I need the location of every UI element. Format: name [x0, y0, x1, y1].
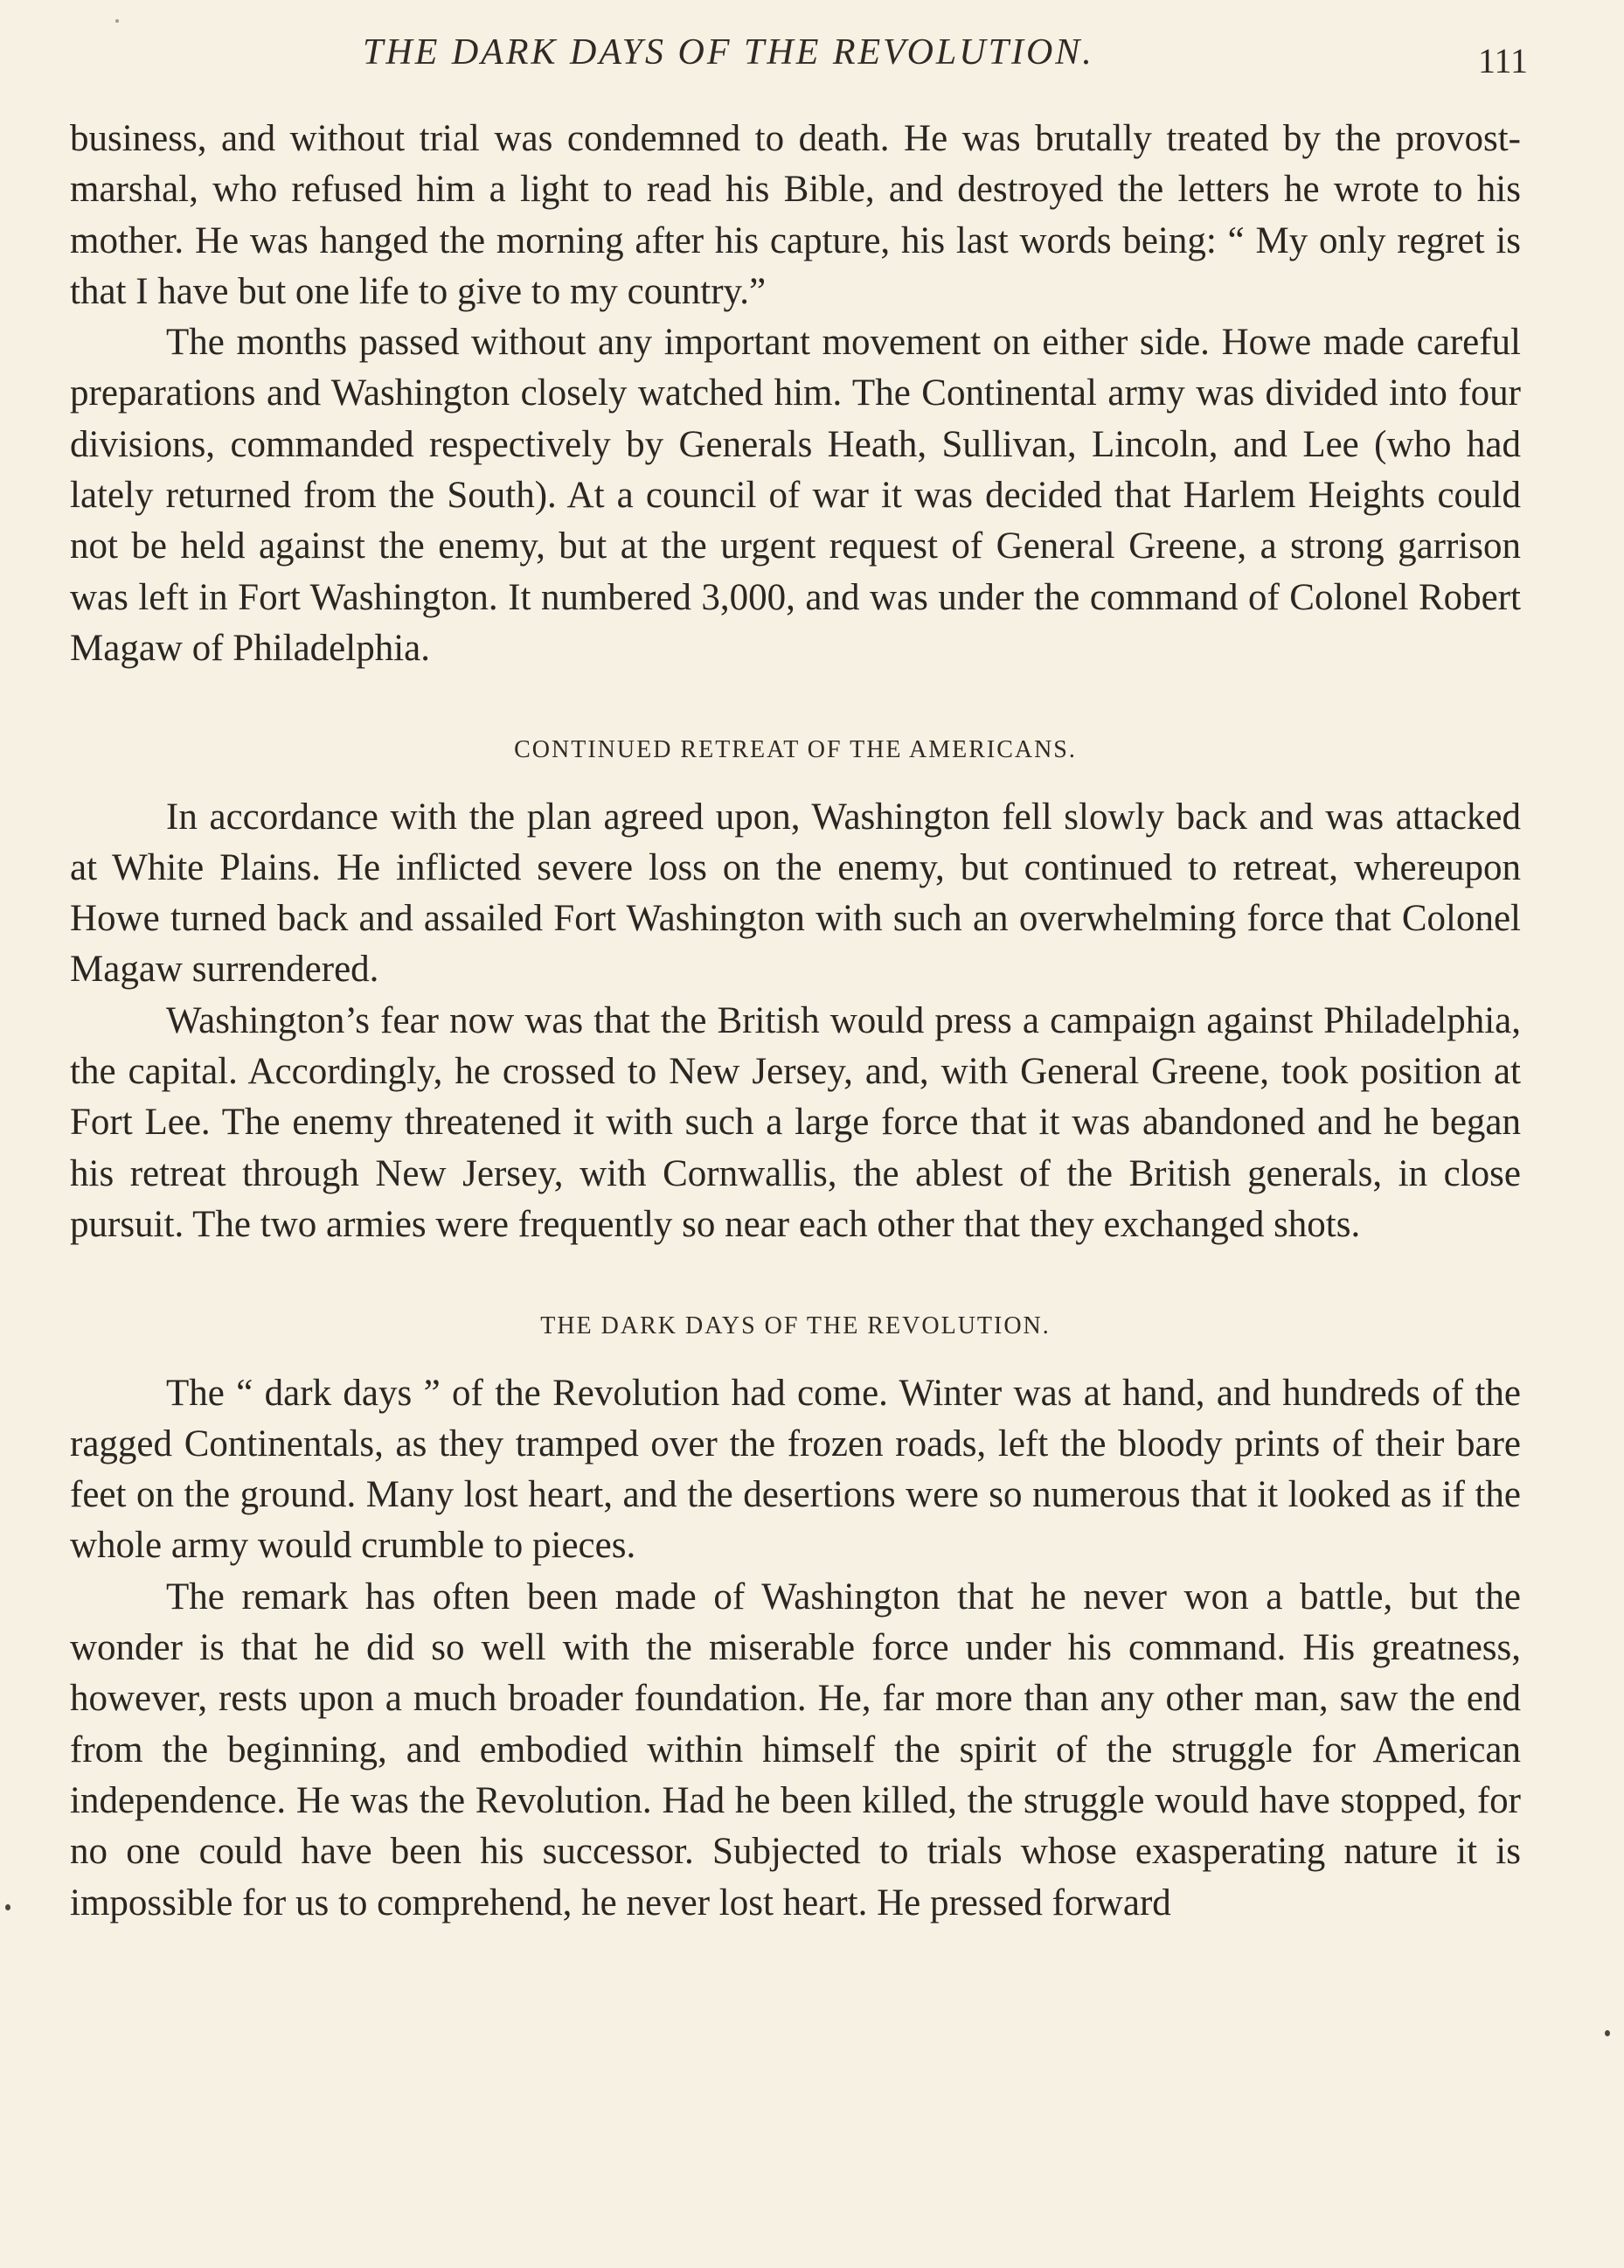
paper-speck: [5, 1904, 10, 1910]
paragraph: The “ dark days ” of the Revolution had come. Winter was at hand, and hundreds of the ragged Continentals, as they tramped over the frozen roads, left the bloody prints of their bare feet on the ground. Many lost heart, and the desertions were so numerous that it looked as if the whole army would crumble to pieces.: [70, 1372, 1521, 1567]
section-heading: CONTINUED RETREAT OF THE AMERICANS.: [514, 736, 1077, 764]
running-head: [70, 0, 1528, 114]
section-heading: THE DARK DAYS OF THE REVOLUTION.: [540, 1312, 1051, 1340]
paragraph: business, and without trial was condemned to death. He was brutally treated by the provost-marshal, who refused him a light to read his Bible, and destroyed the letters he wrote to his mother. He was hanged the morning after his capture, his last words being: “ My only regret is that I have but one life to give to my country.”: [70, 118, 1521, 312]
paper-speck: [115, 19, 119, 23]
paragraph: In accordance with the plan agreed upon, Washington fell slowly back and was attacked at White Plains. He inflicted severe loss on the enemy, but continued to retreat, whereupon Howe turned back and assailed Fort Washington with such an overwhelming force that Colonel Magaw surrendered.: [70, 796, 1521, 991]
body-text: [70, 114, 1521, 1929]
paragraph: The months passed without any important movement on either side. Howe made careful preparations and Washington closely watched him. The Continental army was divided into four divisions, commanded respectively by Generals Heath, Sullivan, Lincoln, and Lee (who had lately returned from the South). At a council of war it was decided that Harlem Heights could not be held against the enemy, but at the urgent request of General Greene, a strong garrison was left in Fort Washington. It numbered 3,000, and was under the command of Colonel Robert Magaw of Philadelphia.: [70, 322, 1521, 669]
running-title: THE DARK DAYS OF THE REVOLUTION.: [363, 32, 1094, 73]
book-page: [70, 0, 1528, 1929]
page-number: 111: [1477, 41, 1528, 80]
paragraph: Washington’s fear now was that the British would press a campaign against Philadelphia, the capital. Accordingly, he crossed to New Jersey, and, with General Greene, took position at Fort Lee. The enemy threatened it with such a large force that it was abandoned and he began his retreat through New Jersey, with Cornwallis, the ablest of the British generals, in close pursuit. The two armies were frequently so near each other that they exchanged shots.: [70, 999, 1521, 1245]
paragraph: The remark has often been made of Washington that he never won a battle, but the wonder is that he did so well with the miserable force under his command. His greatness, however, rests upon a much broader foundation. He, far more than any other man, saw the end from the beginning, and embodied within himself the spirit of the struggle for American independence. He was the Revolution. Had he been killed, the struggle would have stopped, for no one could have been his successor. Subjected to trials whose exasperating nature it is impossible for us to comprehend, he never lost heart. He pressed forward: [70, 1576, 1521, 1924]
paper-speck: [1605, 2030, 1610, 2036]
